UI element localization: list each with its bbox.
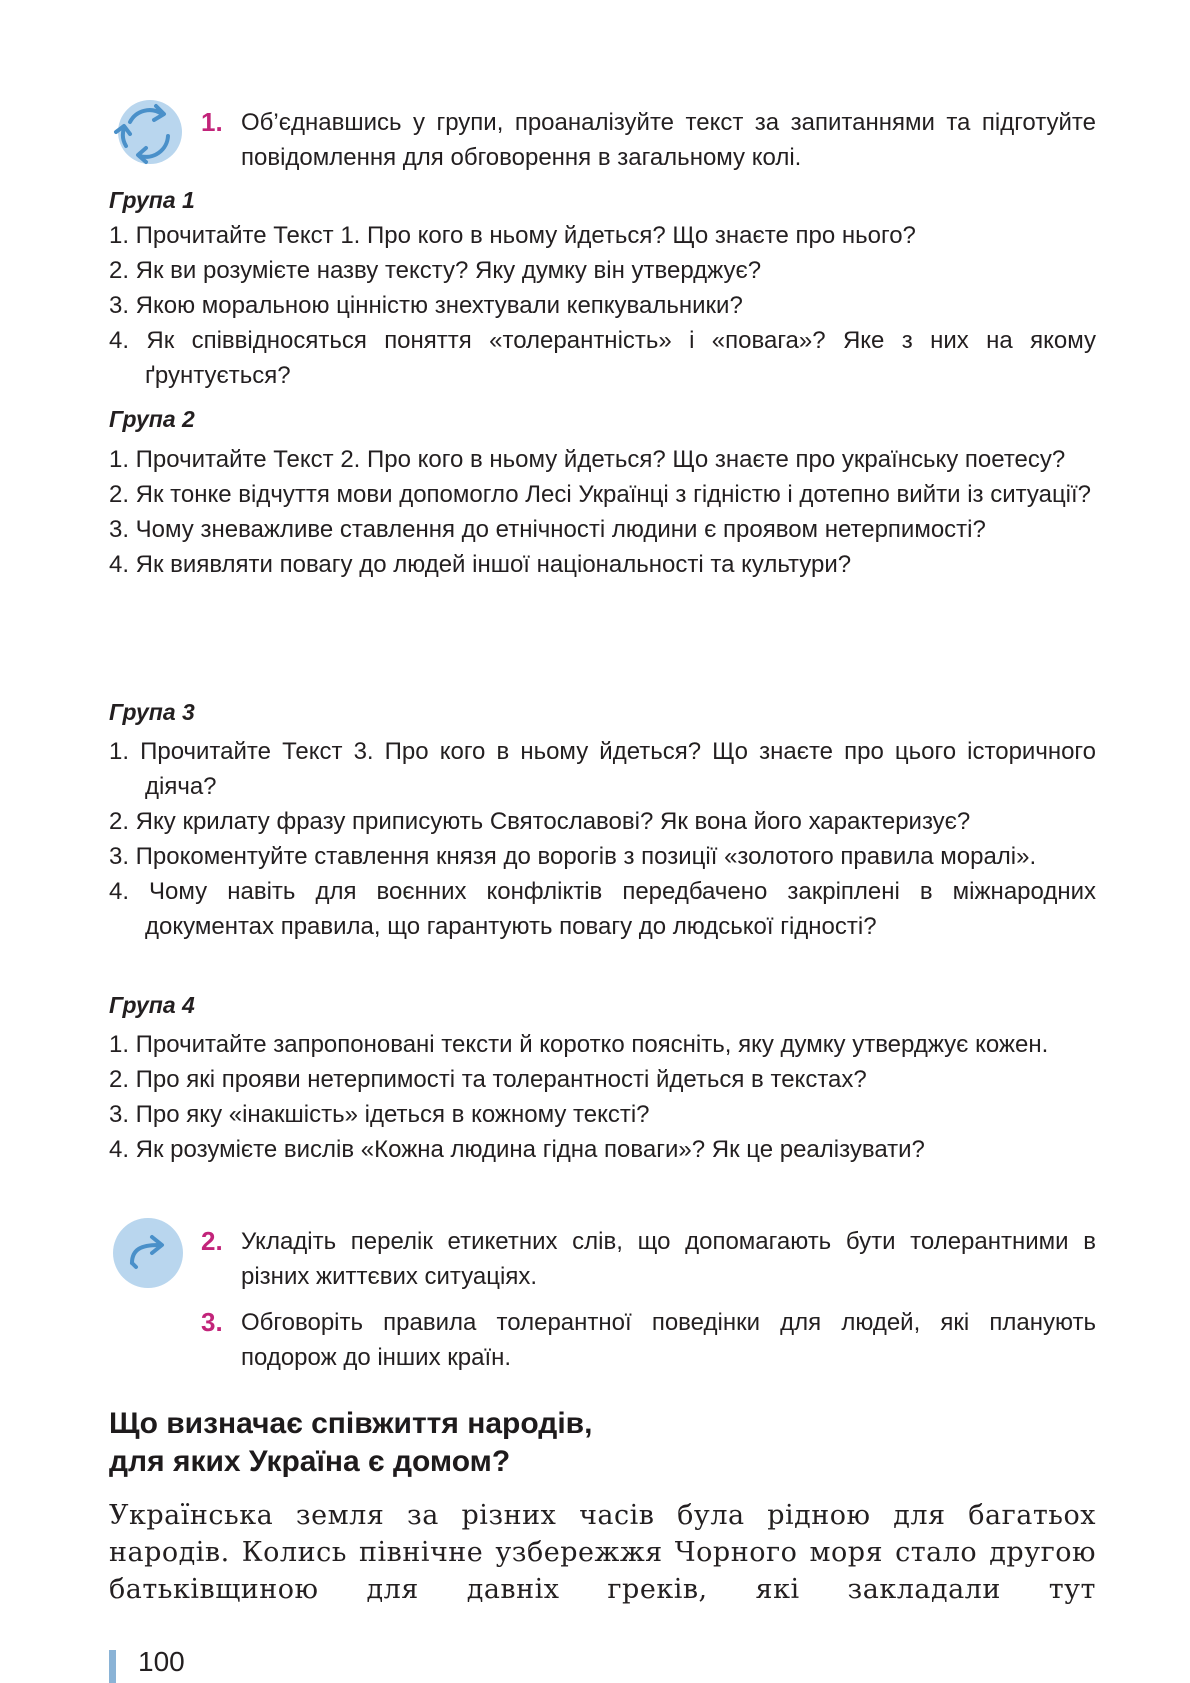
section-heading: [109, 1405, 592, 1481]
task-1: [201, 105, 1096, 175]
group-1-title: Група 1: [109, 187, 195, 213]
recycle-arrows-icon: [106, 92, 186, 172]
task-number: 2.: [201, 1226, 223, 1256]
group-3-questions: [109, 734, 1096, 944]
list-item: 4. Як розумієте вислів «Кожна людина гідна поваги»? Як це реалізувати?: [109, 1136, 925, 1163]
section-heading-line: для яких Україна є домом?: [109, 1445, 511, 1478]
list-item: 4. Як співвідносяться поняття «толерантність» і «повага»? Яке з них на якому ґрунтується?: [109, 327, 1096, 389]
list-item: 1. Прочитайте Текст 3. Про кого в ньому йдеться? Що знаєте про цього історичного діяча?: [109, 738, 1096, 800]
section-heading-line: Що визначає співжиття народів,: [109, 1407, 593, 1440]
page-number: 100: [138, 1646, 185, 1677]
list-item: 1. Прочитайте Текст 1. Про кого в ньому йдеться? Що знаєте про нього?: [109, 222, 916, 249]
group-4-title: Група 4: [109, 992, 195, 1018]
list-item: 2. Як тонке відчуття мови допомогло Лесі Українці з гідністю і дотепно вийти із ситуації?: [109, 481, 1092, 508]
list-item: 2. Яку крилату фразу приписують Святославові? Як вона його характеризує?: [109, 808, 971, 835]
list-item: 4. Як виявляти повагу до людей іншої національності та культури?: [109, 551, 852, 578]
page-marker-bar: [109, 1650, 116, 1683]
list-item: 1. Прочитайте Текст 2. Про кого в ньому йдеться? Що знаєте про українську поетесу?: [109, 446, 1066, 473]
task-text: Обговоріть правила толерантної поведінки для людей, які планують подорож до інших країн.: [241, 1309, 1096, 1371]
list-item: 1. Прочитайте запропоновані тексти й коротко поясніть, яку думку утверджує кожен.: [109, 1031, 1049, 1058]
task-number: 1.: [201, 107, 223, 137]
list-item: 3. Прокоментуйте ставлення князя до ворогів з позиції «золотого правила моралі».: [109, 843, 1037, 870]
task-text: Укладіть перелік етикетних слів, що допомагають бути толерантними в різних життєвих ситуаціях.: [241, 1228, 1096, 1290]
list-item: 3. Чому зневажливе ставлення до етнічності людини є проявом нетерпимості?: [109, 516, 986, 543]
task-2: [201, 1224, 1096, 1294]
list-item: 2. Як ви розумієте назву тексту? Яку думку він утверджує?: [109, 257, 762, 284]
list-item: 4. Чому навіть для воєнних конфліктів передбачено закріплені в міжнародних документах правила, що гарантують повагу до людської гідності?: [109, 878, 1096, 940]
task-3: [201, 1305, 1096, 1375]
group-2-title: Група 2: [109, 406, 195, 432]
group-1-questions: [109, 218, 1096, 393]
task-text: Об’єднавшись у групи, проаналізуйте текст за запитаннями та підготуйте повідомлення для обговорення в загальному колі.: [241, 109, 1096, 171]
forward-arrow-icon: [112, 1217, 184, 1289]
group-2-questions: [109, 442, 1096, 582]
list-item: 2. Про які прояви нетерпимості та толерантності йдеться в текстах?: [109, 1066, 867, 1093]
task-number: 3.: [201, 1307, 223, 1337]
section-body-paragraph: Українська земля за різних часів була рідною для багатьох народів. Колись північне узбережжя Чорного моря стало другою батьківщиною для давніх греків, які закладали тут: [109, 1500, 1096, 1605]
list-item: 3. Якою моральною цінністю знехтували кепкувальники?: [109, 292, 743, 319]
group-3-title: Група 3: [109, 699, 195, 725]
list-item: 3. Про яку «інакшість» ідеться в кожному тексті?: [109, 1101, 650, 1128]
group-4-questions: [109, 1027, 1096, 1167]
